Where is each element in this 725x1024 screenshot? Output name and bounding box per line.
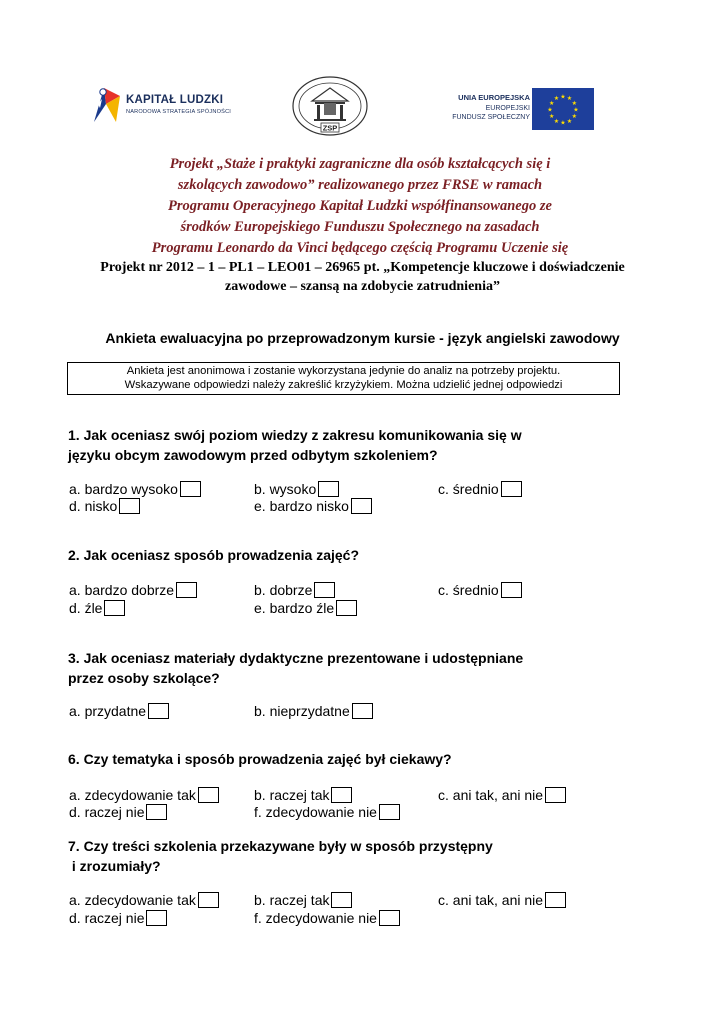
q2-option-a[interactable]	[69, 582, 197, 598]
option-label: b. raczej tak	[254, 892, 330, 908]
option-label: b. dobrze	[254, 582, 313, 598]
answer-checkbox[interactable]	[176, 582, 197, 598]
option-label: c. ani tak, ani nie	[438, 892, 544, 908]
question-text: 7. Czy treści szkolenia przekazywane były w sposób przystępny	[68, 838, 493, 854]
eu-line2-text: EUROPEJSKI	[485, 105, 530, 112]
q6-option-a[interactable]	[69, 787, 219, 803]
project-title-line: Projekt „Staże i praktyki zagraniczne dla osób kształcących się i	[169, 156, 551, 172]
eu-star-icon: ★	[560, 120, 566, 127]
question-text: języku obcym zawodowym przed odbytym szkoleniem?	[68, 447, 438, 463]
q6-option-d[interactable]	[69, 804, 167, 820]
option-label: e. bardzo źle	[254, 600, 335, 616]
eu-star-icon: ★	[549, 101, 555, 107]
answer-checkbox[interactable]	[545, 787, 566, 803]
q7-option-c[interactable]	[438, 892, 566, 908]
q6-option-f[interactable]	[254, 804, 400, 820]
option-label: a. bardzo wysoko	[69, 481, 178, 497]
question-text: 6. Czy tematyka i sposób prowadzenia zajęć był ciekawy?	[68, 751, 452, 767]
q1-option-b[interactable]	[254, 481, 339, 497]
question-6	[68, 749, 628, 769]
question-text: 3. Jak oceniasz materiały dydaktyczne prezentowane i udostępniane	[68, 650, 524, 666]
kapital-ludzki-name: KAPITAŁ LUDZKI	[126, 94, 224, 106]
answer-checkbox[interactable]	[318, 481, 339, 497]
project-number-line: Projekt nr 2012 – 1 – PL1 – LEO01 – 26965 pt. „Kompetencje kluczowe i doświadczenie	[100, 260, 625, 275]
q1-option-d[interactable]	[69, 498, 140, 514]
eu-flag-icon	[532, 88, 594, 130]
q7-option-b[interactable]	[254, 892, 352, 908]
answer-checkbox[interactable]	[146, 910, 167, 926]
q6-option-c[interactable]	[438, 787, 566, 803]
answer-checkbox[interactable]	[146, 804, 167, 820]
eu-star-icon: ★	[547, 107, 553, 114]
question-3	[68, 648, 628, 688]
answer-checkbox[interactable]	[352, 703, 373, 719]
kapital-ludzki-subtitle: NARODOWA STRATEGIA SPÓJNOŚCI	[126, 109, 232, 115]
eu-star-icon: ★	[566, 96, 573, 103]
project-number-line: zawodowe – szansą na zdobycie zatrudnienia”	[225, 279, 500, 294]
answer-checkbox[interactable]	[314, 582, 335, 598]
question-text: 1. Jak oceniasz swój poziom wiedzy z zakresu komunikowania się w	[68, 427, 522, 443]
answer-checkbox[interactable]	[501, 481, 522, 497]
question-2	[68, 545, 628, 565]
answer-checkbox[interactable]	[351, 498, 372, 514]
answer-checkbox[interactable]	[198, 787, 219, 803]
project-title-line: Programu Leonardo da Vinci będącego częścią Programu Uczenie się	[151, 240, 569, 256]
option-label: a. zdecydowanie tak	[69, 892, 196, 908]
eu-star-icon: ★	[571, 101, 577, 107]
option-label: f. zdecydowanie nie	[254, 804, 377, 820]
instructions-line: Ankieta jest anonimowa i zostanie wykorzystana jedynie do analiz na potrzeby projektu.	[126, 365, 561, 377]
option-label: f. zdecydowanie nie	[254, 910, 377, 926]
kapital-ludzki-logo	[90, 82, 240, 124]
q1-option-c[interactable]	[438, 481, 522, 497]
project-title-line: szkolących zawodowo” realizowanego przez FRSE w ramach	[177, 177, 543, 193]
answer-checkbox[interactable]	[336, 600, 357, 616]
kapital-ludzki-emblem-icon	[90, 82, 124, 124]
eu-line2	[438, 104, 530, 122]
answer-checkbox[interactable]	[104, 600, 125, 616]
option-label: e. bardzo nisko	[254, 498, 349, 514]
answer-checkbox[interactable]	[148, 703, 169, 719]
question-text: 2. Jak oceniasz sposób prowadzenia zajęć?	[68, 547, 359, 563]
q2-option-d[interactable]	[69, 600, 125, 616]
question-7	[68, 836, 628, 876]
instructions-box	[67, 362, 620, 395]
q2-option-c[interactable]	[438, 582, 522, 598]
eu-line1: UNIA EUROPEJSKA	[458, 93, 530, 102]
project-title-line: środków Europejskiego Funduszu Społecznego na zasadach	[180, 219, 540, 235]
option-label: a. bardzo dobrze	[69, 582, 175, 598]
option-label: c. średnio	[438, 582, 499, 598]
option-label: d. raczej nie	[69, 804, 145, 820]
eu-star-icon: ★	[553, 96, 560, 103]
question-text: i zrozumiały?	[68, 858, 161, 874]
q7-option-d[interactable]	[69, 910, 167, 926]
option-label: a. zdecydowanie tak	[69, 787, 196, 803]
eu-logo	[438, 88, 598, 134]
option-label: d. nisko	[69, 498, 118, 514]
q3-option-b[interactable]	[254, 703, 373, 719]
answer-checkbox[interactable]	[331, 787, 352, 803]
answer-checkbox[interactable]	[501, 582, 522, 598]
survey-title: Ankieta ewaluacyjna po przeprowadzonym kursie - język angielski zawodowy	[105, 330, 620, 346]
eu-star-icon: ★	[566, 118, 573, 125]
eu-line3-text: FUNDUSZ SPOŁECZNY	[452, 114, 530, 121]
eu-star-icon: ★	[549, 114, 555, 120]
q2-option-b[interactable]	[254, 582, 335, 598]
q2-option-e[interactable]	[254, 600, 357, 616]
q7-option-f[interactable]	[254, 910, 400, 926]
option-label: b. nieprzydatne	[254, 703, 350, 719]
eu-star-icon: ★	[571, 114, 577, 120]
option-label: c. średnio	[438, 481, 499, 497]
option-label: d. źle	[69, 600, 103, 616]
option-label: d. raczej nie	[69, 910, 145, 926]
project-title	[50, 154, 670, 259]
answer-checkbox[interactable]	[545, 892, 566, 908]
answer-checkbox[interactable]	[119, 498, 140, 514]
instructions-line: Wskazywane odpowiedzi należy zakreślić krzyżykiem. Można udzielić jednej odpowiedzi	[124, 379, 563, 391]
q3-option-a[interactable]	[69, 703, 169, 719]
q1-option-a[interactable]	[69, 481, 201, 497]
zsp-school-logo	[290, 75, 370, 137]
project-number	[50, 258, 675, 296]
answer-checkbox[interactable]	[379, 910, 400, 926]
eu-star-icon: ★	[573, 107, 579, 114]
eu-star-icon: ★	[560, 94, 566, 101]
zsp-label: ZSP	[322, 123, 338, 133]
option-label: b. raczej tak	[254, 787, 330, 803]
question-text: przez osoby szkolące?	[68, 670, 220, 686]
option-label: a. przydatne	[69, 703, 147, 719]
answer-checkbox[interactable]	[198, 892, 219, 908]
answer-checkbox[interactable]	[180, 481, 201, 497]
answer-checkbox[interactable]	[331, 892, 352, 908]
option-label: b. wysoko	[254, 481, 317, 497]
eu-star-icon: ★	[553, 118, 560, 125]
q7-option-a[interactable]	[69, 892, 219, 908]
option-label: c. ani tak, ani nie	[438, 787, 544, 803]
question-1	[68, 425, 628, 465]
answer-checkbox[interactable]	[379, 804, 400, 820]
q1-option-e[interactable]	[254, 498, 372, 514]
q6-option-b[interactable]	[254, 787, 352, 803]
project-title-line: Programu Operacyjnego Kapitał Ludzki współfinansowanego ze	[168, 198, 552, 214]
